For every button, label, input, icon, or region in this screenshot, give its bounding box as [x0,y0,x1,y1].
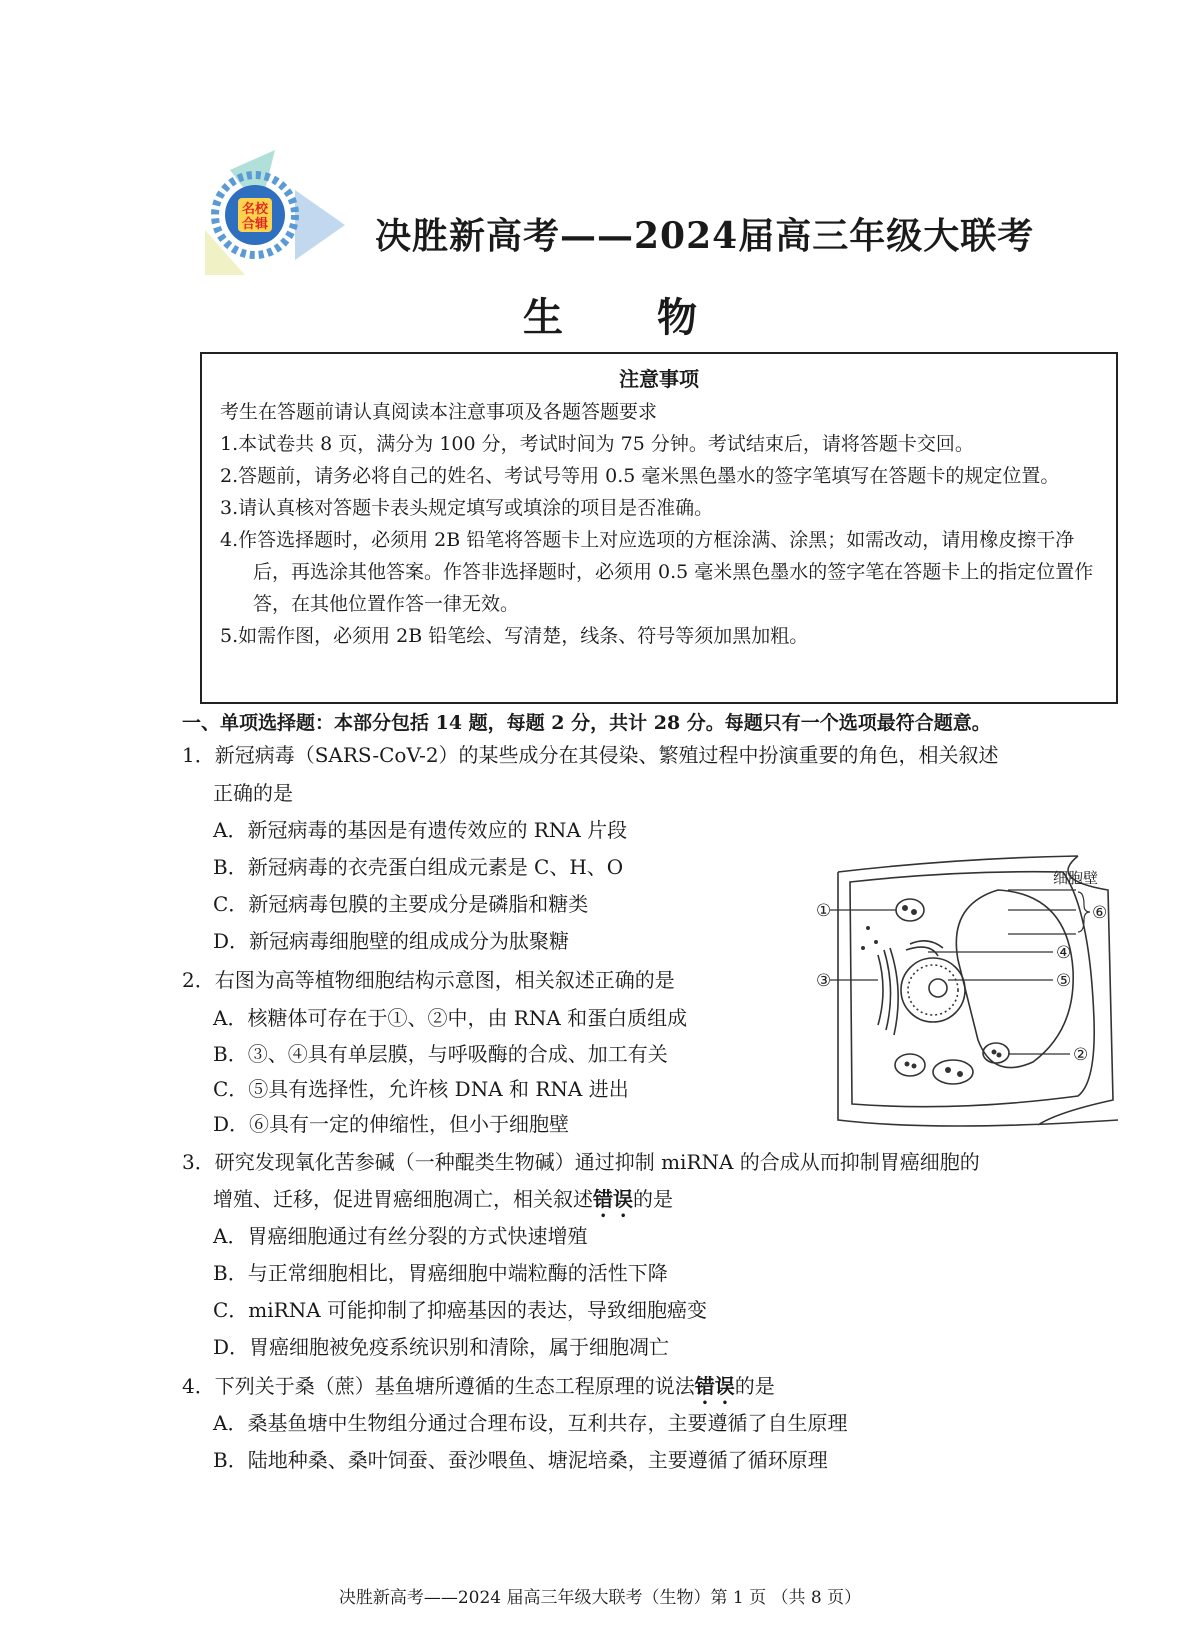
plant-cell-diagram [808,850,1128,1135]
label-4: ④ [1056,943,1072,963]
q4-option-b: B．陆地种桑、桑叶饲蚕、蚕沙喂鱼、塘泥培桑，主要遵循了循环原理 [213,1448,828,1472]
label-5: ⑤ [1056,971,1072,991]
q3-emphasis: 错误 [593,1187,633,1211]
q2-option-c: C．⑤具有选择性，允许核 DNA 和 RNA 进出 [213,1077,629,1101]
q1-option-c: C．新冠病毒包膜的主要成分是磷脂和糖类 [213,892,589,916]
q3-stem-line2: 增殖、迁移，促进胃癌细胞凋亡，相关叙述错误的是 [213,1187,673,1211]
q2-stem: 2．右图为高等植物细胞结构示意图，相关叙述正确的是 [182,968,675,992]
exam-title: 决胜新高考——2024届高三年级大联考 [375,215,1035,257]
q3-stem-line1: 3．研究发现氧化苦参碱（一种醌类生物碱）通过抑制 miRNA 的合成从而抑制胃癌细胞的 [182,1150,980,1174]
q2-option-b: B．③、④具有单层膜，与呼吸酶的合成、加工有关 [213,1042,668,1066]
q2-option-d: D．⑥具有一定的伸缩性，但小于细胞壁 [213,1112,570,1136]
svg-text:合辑: 合辑 [241,217,269,232]
q2-option-a: A．核糖体可存在于①、②中，由 RNA 和蛋白质组成 [213,1006,688,1030]
notice-title: 注意事项 [619,367,699,391]
q3-option-c: C．miRNA 可能抑制了抑癌基因的表达，导致细胞癌变 [213,1298,708,1322]
notice-item-3: 3.请认真核对答题卡表头规定填写或填涂的项目是否准确。 [220,497,714,519]
notice-item-1: 1.本试卷共 8 页，满分为 100 分，考试时间为 75 分钟。考试结束后，请将答题卡交回。 [220,433,974,455]
q3-option-d: D．胃癌细胞被免疫系统识别和清除，属于细胞凋亡 [213,1335,670,1359]
notice-box [200,352,1118,704]
notice-item-4: 4.作答选择题时，必须用 2B 铅笔将答题卡上对应选项的方框涂满、涂黑；如需改动，请用橡皮擦干净后，再选涂其他答案。作答非选择题时，必须用 0.5 毫米黑色墨水的签字笔在答题卡上的指定位置作答，在其他位置作答一律无效。 [220,529,1094,615]
q1-option-a: A．新冠病毒的基因是有遗传效应的 RNA 片段 [213,818,628,842]
q3-option-b: B．与正常细胞相比，胃癌细胞中端粒酶的活性下降 [213,1261,668,1285]
label-2: ② [1073,1045,1089,1065]
q1-stem-line1: 1．新冠病毒（SARS-CoV-2）的某些成分在其侵染、繁殖过程中扮演重要的角色，相关叙述 [182,743,999,767]
school-collection-logo [200,150,350,280]
label-3: ③ [816,971,832,991]
svg-text:名校: 名校 [241,202,269,217]
q3-option-a: A．胃癌细胞通过有丝分裂的方式快速增殖 [213,1224,588,1248]
q1-option-b: B．新冠病毒的衣壳蛋白组成元素是 C、H、O [213,855,624,879]
label-6: ⑥ [1092,903,1108,923]
notice-item-2: 2.答题前，请务必将自己的姓名、考试号等用 0.5 毫米黑色墨水的签字笔填写在答题卡的规定位置。 [220,465,1060,487]
q1-stem-line2: 正确的是 [213,781,293,805]
section-heading: 一、单项选择题：本部分包括 14 题，每题 2 分，共计 28 分。每题只有一个选项最符合题意。 [182,712,991,734]
q4-option-a: A．桑基鱼塘中生物组分通过合理布设，互利共存，主要遵循了自生原理 [213,1411,848,1435]
notice-intro: 考生在答题前请认真阅读本注意事项及各题答题要求 [220,401,658,423]
label-1: ① [816,901,832,921]
q1-option-d: D．新冠病毒细胞壁的组成成分为肽聚糖 [213,929,570,953]
q4-stem: 4．下列关于桑（蔗）基鱼塘所遵循的生态工程原理的说法错误的是 [182,1374,775,1398]
page-footer: 决胜新高考——2024 届高三年级大联考（生物）第 1 页 （共 8 页） [338,1588,862,1608]
notice-item-5: 5.如需作图，必须用 2B 铅笔绘、写清楚，线条、符号等须加黑加粗。 [220,625,809,647]
q4-emphasis: 错误 [694,1374,735,1398]
subject-title: 生 物 [523,294,737,341]
cell-wall-label: 细胞壁 [1053,869,1099,887]
